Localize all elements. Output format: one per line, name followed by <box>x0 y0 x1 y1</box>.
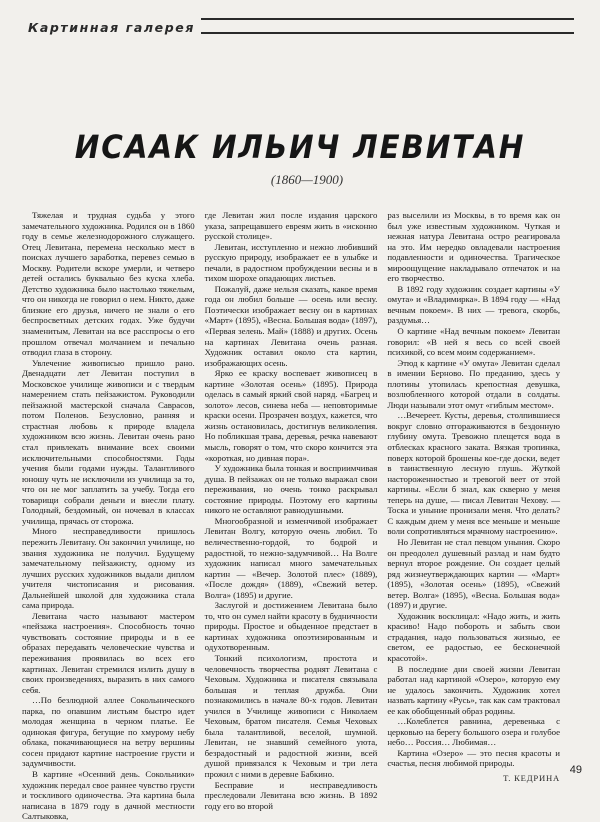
paragraph: В последние дни своей жизни Левитан работал над картиной «Озеро», которую ему не удалось закончить. Художник хотел назвать картину «Русь», так как сам трактовал ее как обобщенный образ родины. <box>387 663 560 716</box>
paragraph: …Вечереет. Кусты, деревья, столпившиеся вокруг словно отгораживаются в бездонную глубину омута. Тревожно плещется вода в отблесках красного заката. Вязкая тропинка, поверх которой брошены кое-где доски, ведет в таинственную лесную глушь. Жуткой настороженностью и тревогой веет от этой картины. «Если б знал, как скверно у меня теперь на душе, — писал Левитан Чехову. — Тоска и уныние пронизали меня. Что делать? С каждым днем у меня все меньше и меньше воли сопротивляться мрачному настроению». <box>387 410 560 537</box>
paragraph: Заслугой и достижением Левитана было то, что он сумел найти красоту в будничности природы. Простое и обыденное предстает в картинах художника опоэтизированным и одухотворенным. <box>204 600 378 653</box>
paragraph: Картина «Озеро» — это песня красоты и счастья, песня любимой природы. <box>387 747 560 769</box>
article-title: ИСААК ИЛЬИЧ ЛЕВИТАН <box>74 128 526 166</box>
life-dates: (1860—1900) <box>270 172 344 187</box>
paragraph: Левитана часто называют мастером «пейзажа настроения». Способность точно чувствовать состояние природы и в ее образах передавать человеческие чувства и переживания проявилась во всех его картинах. Левитан стремился излить душу в своих произведениях, выразить в них самого себя. <box>22 610 195 695</box>
paragraph: раз выселили из Москвы, в то время как он был уже известным художником. Чуткая и нежная натура Левитана остро реагировала на это. Им нередко овладевали настроения подавленности и одиночества. Трагическое мироощущение накладывало отпечаток и на его творчество. <box>387 210 560 284</box>
paragraph: Много несправедливости пришлось пережить Левитану. Он закончил училище, но звания художника не получил. Будущему замечательному пейзажисту, одному из лучших русских художников выдали диплом учителя чистописания и рисования. Дальнейшей школой для художника стала сама природа. <box>22 526 195 611</box>
paragraph: У художника была тонкая и восприимчивая душа. В пейзажах он не только выражал свои переживания, но очень тонко раскрывал состояние природы. Поэтому его картины никого не оставляют равнодушными. <box>204 463 378 516</box>
article-body <box>22 210 560 822</box>
text-column-1 <box>22 210 195 822</box>
paragraph: …Колеблется равнина, деревенька с церковью на берегу большого озера и голубое небо… Россия… Любимая… <box>387 716 560 748</box>
paragraph: Этюд к картине «У омута» Левитан сделал в имении Берново. По преданию, здесь у плотины утопилась крепостная девушка, возлюбленного которой отдали в солдаты. Люди называли этот омут «гиблым местом». <box>387 357 560 410</box>
rubric-header <box>26 14 574 38</box>
paragraph: …По безлюдной аллее Сокольнического парка, по опавшим листьям быстро идет молодая женщина в черном платье. Ее одинокая фигура, бегущие по хмурому небу облака, покачивающиеся на ветру вершины сосен придают картине настроение грусти и задумчивости. <box>22 695 195 769</box>
paragraph: Увлечение живописью пришло рано. Двенадцати лет Левитан поступил в Московское училище живописи и с твердым намерением стать пейзажистом. Руководили пейзажной мастерской сначала Саврасов, потом Поленов. Безусловно, ранняя и страстная любовь к природе владела художником всю жизнь. Левитан очень рано стал привлекать внимание всех своими исключительными способностями. Годы учения были годами нужды. Талантливого юношу чуть не исключили из училища за то, что он не мог заплатить за учебу. Тогда его товарищи собрали деньги и внесли плату. Голодный, бездомный, он ночевал в классах училища, прячась от сторожа. <box>22 357 195 526</box>
text-column-2 <box>205 210 378 822</box>
paragraph: В картине «Осенний день. Сокольники» художник передал свое раннее чувство грусти и тоскливого одиночества. Эта картина была написана в 1879 году в дачной местности Салтыковка, <box>22 768 195 822</box>
paragraph: Многообразной и изменчивой изображает Левитан Волгу, которую очень любил. То величественно-гордой, то бодрой и радостной, то нежно-задумчивой… На Волге художник написал много замечательных картин — «Вечер. Золотой плес» (1889), «После дождя» (1889), «Свежий ветер. Волга» (1895) и другие. <box>204 515 378 600</box>
paragraph: Ярко ее краску воспевает живописец в картине «Золотая осень» (1895). Природа оделась в самый яркий свой наряд. «Багрец и золото» лесов, синева неба — неповторимые краски осени. Прозрачен воздух, кажется, что жизнь остановилась, достигнув великолепия. Но побликшая трава, деревья, речка навевают мысль, говорят о том, что скоро кончится эта «короткая, но дивная пора». <box>204 368 378 463</box>
rubric-rule <box>201 18 574 34</box>
paragraph: Бесправие и несправедливость преследовали Левитана всю жизнь. В 1892 году его во второй <box>204 779 378 811</box>
paragraph: Тяжелая и трудная судьба у этого замечательного художника. Родился он в 1860 году в семье железнодорожного служащего. Отец Левитана, перемена несколько мест в поисках лучшего заработка, перевез семью в Москву. Родители вскоре умерли, и четверо детей остались буквально без куска хлеба. Детство художника было настолько тяжелым, что он никогда не говорил о нем. Никто, даже близкие его друзья, ничего не знали о его беспросветных детских годах. Уже будучи знаменитым, Левитан на все расспросы о его прошлом отвечал молчанием и печально отводил глаза в сторону. <box>22 210 195 358</box>
paragraph: Художник восклицал: «Надо жить, и жить красиво! Надо побороть и забыть свои страдания, надо пользоваться жизнью, ее светом, ее радостью, ее бесконечной красотой». <box>387 610 560 663</box>
paragraph: Но Левитан не стал певцом уныния. Скоро он преодолел душевный разлад и нам будто вернул второе рождение. Он создает целый ряд жизнеутверждающих картин — «Март» (1895), «Золотая осень» (1895), «Свежий ветер. Волга» (1895), «Весна. Большая вода» (1897) и другие. <box>387 536 560 611</box>
paragraph: Левитан, исступленно и нежно любивший русскую природу, изображает ее в улыбке и печали, в радостном пробуждении весны и в тихом шорохе опадающих листьев. <box>204 241 378 284</box>
text-column-3 <box>387 210 560 822</box>
page-number: 49 <box>569 764 582 776</box>
paragraph: В 1892 году художник создает картины «У омута» и «Владимирка». В 1894 году — «Над вечным покоем». В них — тревога, скорбь, раздумья… <box>387 283 560 326</box>
paragraph: где Левитан жил после издания царского указа, запрещавшего евреям жить в «исконно русской столице». <box>204 210 378 242</box>
author-signature: Т. КЕДРИНА <box>503 772 560 783</box>
paragraph: О картине «Над вечным покоем» Левитан говорил: «В ней я весь со всей своей психикой, со всем моим содержанием». <box>387 326 560 358</box>
paragraph: Пожалуй, даже нельзя сказать, какое время года он любил больше — осень или весну. Поэтически изображает весну он в картинах «Март» (1895), «Весна. Большая вода» (1897), «Первая зелень. Май» (1888) и других. Осень на картинах Левитана очень разная. Художник оставил около ста картин, изображающих осень. <box>204 283 378 368</box>
rubric-label: Картинная галерея <box>26 20 201 38</box>
paragraph: Тонкий психологизм, простота и человечность творчества роднят Левитана с Чеховым. Художника и писателя связывала большая и теплая дружба. Они познакомились в начале 80-х годов. Левитан учился в Училище живописи с Николаем Чеховым, братом писателя. Семья Чеховых была талантливой, веселой, шумной. Левитан, не знавший семейного уюта, безрадостный и радостной жизни, всей душой привязался к Чеховым и три лета прожил с ними в деревне Бабкино. <box>204 652 378 779</box>
